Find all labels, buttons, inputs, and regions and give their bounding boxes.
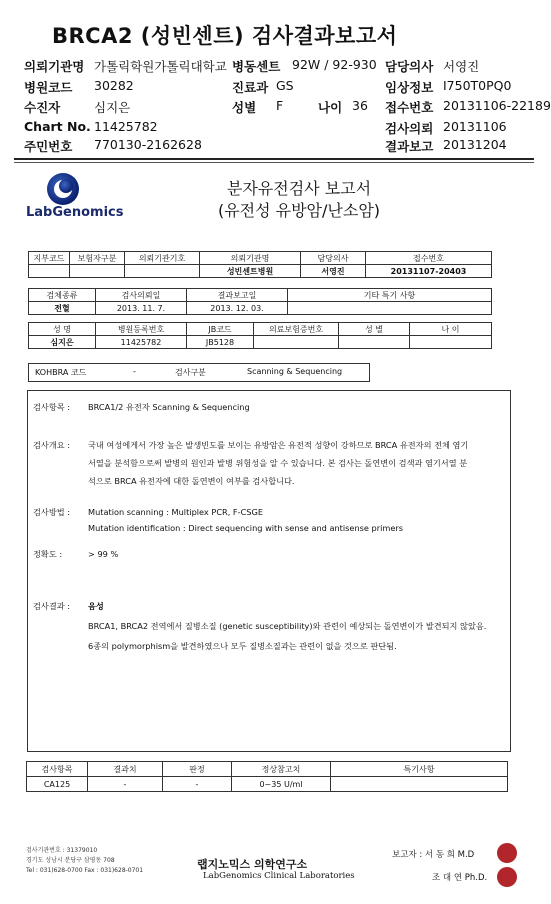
table-cell [70, 265, 125, 278]
table-header: 검사항목 [27, 762, 88, 777]
table-cell: 20131107-20403 [366, 265, 492, 278]
kohbra-box [28, 363, 370, 382]
seal-stamp-icon [497, 867, 517, 887]
test-type-label: 검사구분 [175, 368, 206, 377]
lab-report-title: 분자유전검사 보고서 [226, 179, 372, 198]
dept: GS [276, 78, 294, 93]
table-cell: 0~35 U/ml [232, 777, 331, 792]
table-cell: 2013. 11. 7. [96, 302, 187, 315]
result-date-label: 결과보고 [385, 139, 434, 154]
table-cell: 성빈센트병원 [200, 265, 301, 278]
footer-line: 검사기관번호 : 31379010 [26, 847, 98, 854]
header-divider-thin [14, 162, 534, 163]
org-name-ko: 랩지노믹스 의학연구소 [197, 858, 308, 871]
clinical-label: 임상정보 [385, 80, 434, 95]
table-cell: - [163, 777, 232, 792]
table-cell: 심지은 [29, 336, 96, 349]
reviewer: 조 대 연 Ph.D. [432, 873, 488, 883]
ward: 92W / 92-930 [292, 57, 377, 72]
result-line: BRCA1, BRCA2 전역에서 질병소질 (genetic susceptibility)와 관련이 예상되는 돌연변이가 발견되지 않았음. [88, 621, 487, 631]
table-header: 판정 [163, 762, 232, 777]
table-cell: JB5128 [187, 336, 254, 349]
table-cell: 전혈 [29, 302, 96, 315]
doctor: 서영진 [443, 59, 480, 74]
item-label: 검사항목 : [33, 402, 70, 412]
request-label: 검사의뢰 [385, 121, 434, 136]
table-cell [288, 302, 492, 315]
report-title: BRCA2 (성빈센트) 검사결과보고서 [52, 24, 398, 48]
request-date: 20131106 [443, 119, 507, 134]
accuracy-label: 정확도 : [33, 549, 63, 559]
table-header: 정상참고치 [232, 762, 331, 777]
method-label: 검사방법 : [33, 507, 70, 517]
table-header: JB코드 [187, 323, 254, 336]
hospital-code-label: 병원코드 [24, 80, 73, 95]
bottom-table [26, 761, 508, 792]
method-line: Mutation identification : Direct sequencing with sense and antisense primers [88, 523, 404, 533]
receipt: 20131106-22189 [443, 98, 551, 113]
patient: 심지은 [94, 100, 131, 115]
overview-line: 서열을 분석함으로써 발병의 원인과 발병 위험성을 알 수 있습니다. 본 검사는 돌연변이 검색과 염기서열 분 [88, 458, 468, 468]
kohbra-label: KOHBRA 코드 [35, 368, 87, 377]
labgenomics-logo-text: LabGenomics [26, 205, 124, 220]
table-cell [331, 777, 508, 792]
table-cell: CA125 [27, 777, 88, 792]
hospital-name: 가톨릭학원가톨릭대학교 [94, 59, 227, 74]
seal-stamp-icon [497, 843, 517, 863]
accuracy-value: > 99 % [88, 549, 119, 559]
hospital-name-label: 의뢰기관명 [24, 59, 85, 74]
footer-line: 경기도 성남시 분당구 삼평동 708 [26, 857, 115, 864]
kohbra-value: - [133, 367, 136, 376]
method-line: Mutation scanning : Multiplex PCR, F-CSGE [88, 507, 264, 517]
result-title: 음성 [88, 601, 104, 611]
overview-line: 석으로 BRCA 유전자에 대한 돌연변이 여부를 검사합니다. [88, 476, 295, 486]
chart-number: 11425782 [94, 119, 158, 134]
sex-label: 성별 [232, 100, 257, 115]
table-cell: - [88, 777, 163, 792]
table-cell [410, 336, 492, 349]
rrn: 770130-2162628 [94, 137, 202, 152]
table-header: 병원등록번호 [96, 323, 187, 336]
table-header: 나 이 [410, 323, 492, 336]
rrn-label: 주민번호 [24, 139, 73, 154]
table-header: 기타 특기 사항 [288, 289, 492, 302]
info-table-row2 [28, 288, 492, 315]
table-header: 보험자구분 [70, 252, 125, 265]
result-label: 검사결과 : [33, 601, 70, 611]
table-cell [339, 336, 410, 349]
table-header: 특기사항 [331, 762, 508, 777]
table-header: 지부코드 [29, 252, 70, 265]
result-line: 6종의 polymorphism을 발견하였으나 모두 질병소질과는 관련이 없을 것으로 판단됨. [88, 641, 397, 651]
org-name-en: LabGenomics Clinical Laboratories [203, 871, 355, 881]
info-table-row1 [28, 251, 492, 278]
table-header: 결과치 [88, 762, 163, 777]
table-header: 담당의사 [301, 252, 366, 265]
report-content [27, 390, 511, 752]
sex: F [276, 98, 284, 113]
hospital-code: 30282 [94, 78, 134, 93]
header-row-1 [24, 57, 84, 75]
dept-label: 진료과 [232, 80, 269, 95]
table-header: 의료보험증번호 [254, 323, 339, 336]
table-cell [125, 265, 200, 278]
table-cell [29, 265, 70, 278]
table-cell: 서영진 [301, 265, 366, 278]
table-cell: 11425782 [96, 336, 187, 349]
patient-label: 수진자 [24, 100, 61, 115]
table-cell: 2013. 12. 03. [187, 302, 288, 315]
table-header: 성 별 [339, 323, 410, 336]
table-header: 검사의뢰일 [96, 289, 187, 302]
lab-report-subtitle: (유전성 유방암/난소암) [217, 201, 381, 220]
table-cell [254, 336, 339, 349]
footer-line: Tel : 031)628-0700 Fax : 031)628-0701 [26, 867, 144, 874]
test-type-value: Scanning & Sequencing [247, 367, 343, 376]
table-header: 의뢰기관명 [200, 252, 301, 265]
clinical: I750T0PQ0 [443, 78, 512, 93]
footer-address [26, 846, 143, 876]
table-header: 접수번호 [366, 252, 492, 265]
table-header: 의뢰기관기호 [125, 252, 200, 265]
item-value: BRCA1/2 유전자 Scanning & Sequencing [88, 402, 250, 412]
reporter: 보고자 : 서 동 희 M.D [392, 850, 475, 860]
table-header: 결과보고일 [187, 289, 288, 302]
info-table-row3 [28, 322, 492, 349]
receipt-label: 접수번호 [385, 100, 434, 115]
table-header: 검체종류 [29, 289, 96, 302]
doctor-label: 담당의사 [385, 59, 434, 74]
overview-label: 검사개요 : [33, 440, 70, 450]
ward-label: 병동센트 [232, 59, 281, 74]
chart-label: Chart No. [24, 119, 91, 134]
header-divider [14, 158, 534, 160]
table-header: 성 명 [29, 323, 96, 336]
age-label: 나이 [318, 100, 343, 115]
overview-line: 국내 여성에게서 가장 높은 발생빈도를 보이는 유방암은 유전적 성향이 강하므로 BRCA 유전자의 전체 염기 [88, 440, 469, 450]
result-date: 20131204 [443, 137, 507, 152]
age: 36 [352, 98, 368, 113]
